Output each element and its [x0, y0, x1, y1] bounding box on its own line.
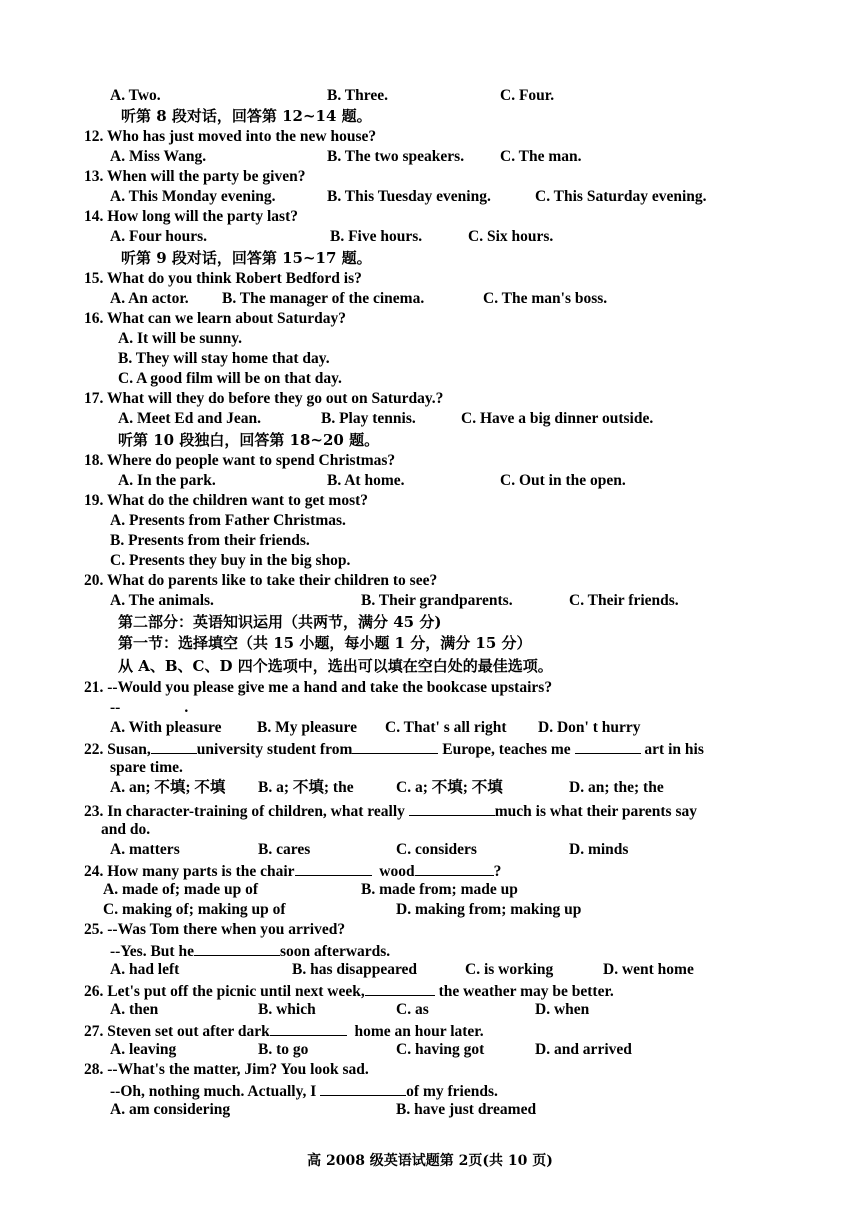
- option-12a: A. Miss Wang.: [110, 148, 207, 165]
- q24-part1: 24. How many parts is the chair: [84, 863, 295, 880]
- option-17a: A. Meet Ed and Jean.: [118, 410, 261, 427]
- question-18: 18. Where do people want to spend Christmas?: [84, 452, 396, 469]
- option-19a: A. Presents from Father Christmas.: [110, 512, 346, 529]
- q27-part1: 27. Steven set out after dark: [84, 1023, 270, 1040]
- q25-part1: --Yes. But he: [110, 943, 194, 960]
- q22-part3: Europe, teaches me: [442, 741, 571, 758]
- option-26c: C. as: [396, 1001, 429, 1018]
- question-25: 25. --Was Tom there when you arrived?: [84, 921, 346, 938]
- question-12: 12. Who has just moved into the new house?: [84, 128, 377, 145]
- option-27b: B. to go: [258, 1041, 309, 1058]
- question-13: 13. When will the party be given?: [84, 168, 306, 185]
- blank: [270, 1020, 347, 1036]
- blank: [409, 800, 495, 816]
- option-20c: C. Their friends.: [569, 592, 679, 609]
- q27-part2: home an hour later.: [354, 1023, 484, 1040]
- option-28b: B. have just dreamed: [396, 1101, 537, 1118]
- blank: [575, 738, 641, 754]
- question-19: 19. What do the children want to get most?: [84, 492, 369, 509]
- section-instruction: 听第 8 段对话，回答第 12~14 题。: [121, 107, 372, 125]
- question-23: [84, 800, 697, 822]
- q26-part2: the weather may be better.: [438, 983, 614, 1000]
- option-20a: A. The animals.: [110, 592, 214, 609]
- q24-part2: wood: [379, 863, 415, 880]
- option-27d: D. and arrived: [535, 1041, 632, 1058]
- option-11b: B. Three.: [327, 87, 389, 104]
- section-instruction: 听第 9 段对话，回答第 15~17 题。: [121, 249, 372, 267]
- option-16b: B. They will stay home that day.: [118, 350, 330, 367]
- option-25b: B. has disappeared: [292, 961, 418, 978]
- question-21: 21. --Would you please give me a hand and take the bookcase upstairs?: [84, 679, 553, 696]
- option-21a: A. With pleasure: [110, 719, 222, 736]
- option-19c: C. Presents they buy in the big shop.: [110, 552, 351, 569]
- option-23b: B. cares: [258, 841, 311, 858]
- option-27c: C. having got: [396, 1041, 485, 1058]
- q25-part2: soon afterwards.: [279, 943, 391, 960]
- question-27: [84, 1020, 484, 1042]
- question-25-reply: [110, 940, 390, 962]
- option-17c: C. Have a big dinner outside.: [461, 410, 654, 427]
- option-13a: A. This Monday evening.: [110, 188, 276, 205]
- option-25a: A. had left: [110, 961, 180, 978]
- option-14c: C. Six hours.: [468, 228, 554, 245]
- question-14: 14. How long will the party last?: [84, 208, 298, 225]
- question-22: [84, 738, 704, 760]
- option-11c: C. Four.: [500, 87, 555, 104]
- option-21d: D. Don' t hurry: [538, 719, 641, 736]
- question-26: [84, 980, 614, 1002]
- option-16a: A. It will be sunny.: [118, 330, 243, 347]
- section-one-instruction: 从 A、B、C、D 四个选项中，选出可以填在空白处的最佳选项。: [118, 657, 553, 675]
- question-20: 20. What do parents like to take their children to see?: [84, 572, 438, 589]
- option-14b: B. Five hours.: [330, 228, 423, 245]
- blank: [320, 1080, 406, 1096]
- option-15b: B. The manager of the cinema.: [222, 290, 425, 307]
- page-footer: 高 2008 级英语试题第 2页(共 10 页): [307, 1153, 553, 1169]
- option-25c: C. is working: [465, 961, 554, 978]
- q22-part1: 22. Susan,: [84, 741, 151, 758]
- q22-part4: art in his: [644, 741, 704, 758]
- q23-part2: much is what their parents say: [494, 803, 697, 820]
- option-26b: B. which: [258, 1001, 316, 1018]
- option-16c: C. A good film will be on that day.: [118, 370, 342, 387]
- option-12c: C. The man.: [500, 148, 582, 165]
- option-13c: C. This Saturday evening.: [535, 188, 707, 205]
- option-20b: B. Their grandparents.: [361, 592, 513, 609]
- question-28: 28. --What's the matter, Jim? You look sad.: [84, 1061, 369, 1078]
- option-22b: B. a; 不填; the: [258, 779, 354, 796]
- option-14a: A. Four hours.: [110, 228, 208, 245]
- option-13b: B. This Tuesday evening.: [327, 188, 491, 205]
- option-26a: A. then: [110, 1001, 159, 1018]
- option-21c: C. That' s all right: [385, 719, 507, 736]
- q22-part2: university student from: [196, 741, 353, 758]
- option-24d: D. making from; making up: [396, 901, 582, 918]
- q28-part2: of my friends.: [406, 1083, 498, 1100]
- q28-part1: --Oh, nothing much. Actually, I: [110, 1083, 317, 1100]
- part-two-heading: 第二部分：英语知识运用（共两节，满分 45 分): [118, 613, 442, 631]
- q26-part1: 26. Let's put off the picnic until next week,: [84, 983, 365, 1000]
- blank: [295, 860, 372, 876]
- option-19b: B. Presents from their friends.: [110, 532, 310, 549]
- option-12b: B. The two speakers.: [327, 148, 465, 165]
- option-24a: A. made of; made up of: [103, 881, 258, 898]
- option-22c: C. a; 不填; 不填: [396, 779, 503, 796]
- q24-part3: ?: [493, 863, 502, 880]
- option-23a: A. matters: [110, 841, 180, 858]
- answer-blank-21: [110, 698, 188, 718]
- option-18b: B. At home.: [327, 472, 405, 489]
- question-22-cont: spare time.: [110, 759, 183, 776]
- option-25d: D. went home: [603, 961, 694, 978]
- question-23-cont: and do.: [101, 821, 151, 838]
- option-24b: B. made from; made up: [361, 881, 518, 898]
- dash: --: [110, 699, 121, 716]
- question-17: 17. What will they do before they go out on Saturday.?: [84, 390, 444, 407]
- option-23c: C. considers: [396, 841, 477, 858]
- period: .: [184, 699, 189, 716]
- option-11a: A. Two.: [110, 87, 161, 104]
- blank: [194, 940, 280, 956]
- question-15: 15. What do you think Robert Bedford is?: [84, 270, 362, 287]
- option-15a: A. An actor.: [110, 290, 189, 307]
- blank: [151, 738, 197, 754]
- option-15c: C. The man's boss.: [483, 290, 608, 307]
- option-21b: B. My pleasure: [257, 719, 358, 736]
- option-22d: D. an; the; the: [569, 779, 664, 796]
- option-18a: A. In the park.: [118, 472, 216, 489]
- question-16: 16. What can we learn about Saturday?: [84, 310, 346, 327]
- option-28a: A. am considering: [110, 1101, 231, 1118]
- q23-part1: 23. In character-training of children, what really: [84, 803, 405, 820]
- option-23d: D. minds: [569, 841, 629, 858]
- option-26d: D. when: [535, 1001, 590, 1018]
- blank: [365, 980, 435, 996]
- question-28-reply: [110, 1080, 498, 1102]
- blank: [352, 738, 438, 754]
- question-24: [84, 860, 501, 882]
- option-27a: A. leaving: [110, 1041, 177, 1058]
- option-17b: B. Play tennis.: [321, 410, 416, 427]
- option-18c: C. Out in the open.: [500, 472, 626, 489]
- blank: [415, 860, 494, 876]
- option-22a: A. an; 不填; 不填: [110, 779, 226, 796]
- section-instruction: 听第 10 段独白，回答第 18~20 题。: [118, 431, 380, 449]
- section-one-heading: 第一节：选择填空（共 15 小题，每小题 1 分，满分 15 分）: [118, 634, 532, 652]
- option-24c: C. making of; making up of: [103, 901, 286, 918]
